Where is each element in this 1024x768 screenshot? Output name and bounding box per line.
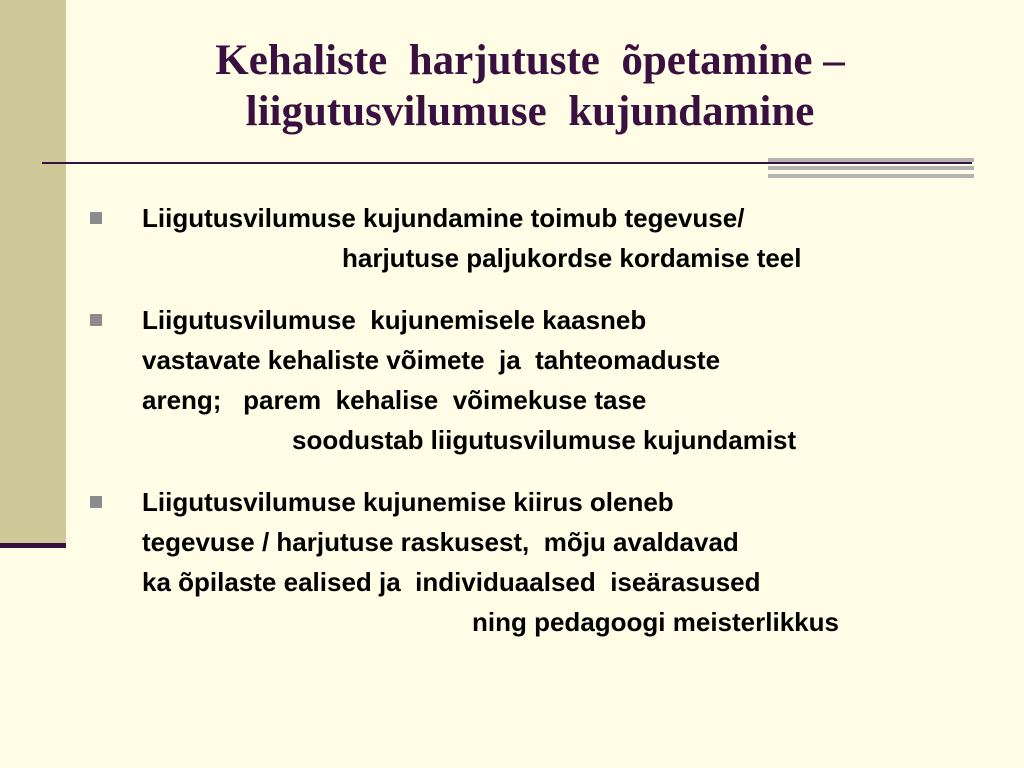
bullet-text-line: Liigutusvilumuse kujunemisele kaasneb: [142, 305, 647, 335]
bullet-text-line: soodustab liigutusvilumuse kujundamist: [292, 425, 797, 455]
slide-title: [90, 36, 970, 137]
bullet-item-1: [90, 198, 970, 278]
bullet-text-line: Liigutusvilumuse kujundamine toimub tegevuse/: [142, 203, 745, 233]
decorative-bar: [768, 174, 974, 178]
decorative-bars: [768, 158, 974, 182]
square-bullet-icon: [90, 314, 102, 326]
slide-title-line-1: Kehaliste harjutuste õpetamine –: [215, 37, 845, 84]
square-bullet-icon: [90, 212, 102, 224]
decorative-bar: [768, 158, 974, 162]
bullet-text-line: harjutuse paljukordse kordamise teel: [342, 243, 802, 273]
bullet-text-line: Liigutusvilumuse kujunemise kiirus oleneb: [142, 487, 674, 517]
bullet-text-line: ka õpilaste ealised ja individuaalsed iseärasused: [142, 567, 761, 597]
left-band-underline: [0, 543, 66, 548]
left-decorative-band: [0, 0, 66, 545]
bullet-text-line: ning pedagoogi meisterlikkus: [472, 607, 839, 637]
bullet-item-3: [90, 482, 970, 642]
bullet-item-2: [90, 300, 970, 460]
bullet-text-line: vastavate kehaliste võimete ja tahteomaduste: [142, 345, 721, 375]
square-bullet-icon: [90, 496, 102, 508]
bullet-text-line: areng; parem kehalise võimekuse tase: [142, 385, 647, 415]
bullet-list: [90, 198, 970, 642]
decorative-bar: [768, 166, 974, 170]
bullet-text-line: tegevuse / harjutuse raskusest, mõju avaldavad: [142, 527, 739, 557]
slide-title-line-2: liigutusvilumuse kujundamine: [245, 87, 815, 135]
